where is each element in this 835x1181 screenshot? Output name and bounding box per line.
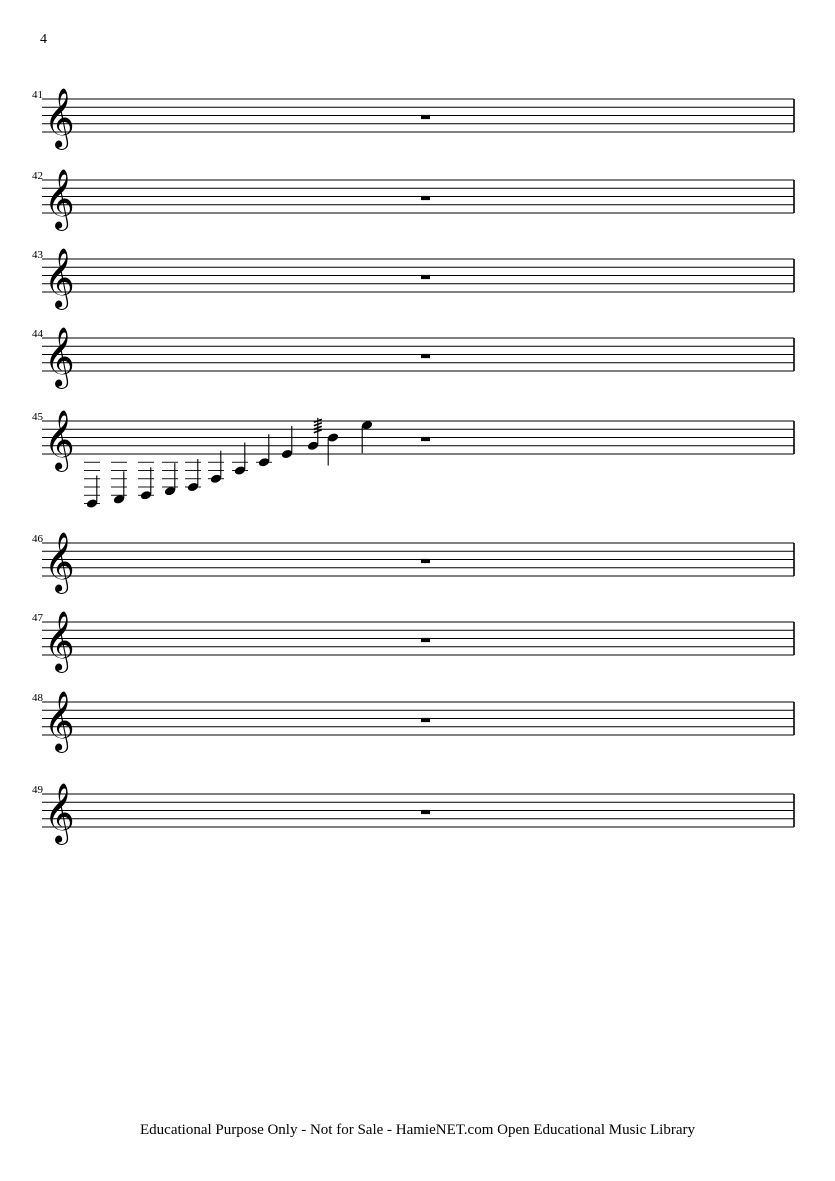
system-46	[32, 532, 794, 594]
measure-number: 43	[32, 249, 43, 261]
note	[281, 426, 293, 459]
note	[232, 443, 248, 476]
whole-rest	[421, 275, 430, 279]
whole-rest	[421, 354, 430, 358]
note	[185, 459, 201, 492]
whole-rest	[421, 638, 430, 642]
note	[361, 420, 373, 453]
treble-clef-icon: 𝄞	[44, 691, 75, 751]
note	[256, 434, 272, 467]
system-42	[32, 169, 794, 231]
note	[138, 462, 154, 500]
measure-number: 48	[32, 692, 43, 704]
whole-rest	[421, 196, 430, 200]
measure-number: 41	[32, 89, 43, 101]
treble-clef-icon: 𝄞	[44, 248, 75, 308]
system-43	[32, 248, 794, 310]
system-49	[32, 783, 794, 845]
whole-rest	[421, 559, 430, 563]
treble-clef-icon: 𝄞	[44, 532, 75, 592]
measure-number: 46	[32, 533, 43, 545]
system-47	[32, 611, 794, 673]
measure-number: 45	[32, 411, 43, 423]
note	[208, 451, 224, 484]
treble-clef-icon: 𝄞	[44, 169, 75, 229]
treble-clef-icon: 𝄞	[44, 88, 75, 148]
footer-text: Educational Purpose Only - Not for Sale - HamieNET.com Open Educational Music Library	[140, 1122, 695, 1138]
whole-rest	[421, 810, 430, 814]
treble-clef-icon: 𝄞	[44, 327, 75, 387]
system-44	[32, 327, 794, 389]
note	[84, 462, 100, 509]
measure-number: 44	[32, 328, 43, 340]
whole-rest	[421, 437, 430, 441]
treble-clef-icon: 𝄞	[44, 410, 75, 470]
note	[162, 462, 178, 496]
note	[111, 462, 127, 504]
measure-number: 49	[32, 784, 43, 796]
system-41	[32, 88, 794, 150]
whole-rest	[421, 115, 430, 119]
measure-number: 47	[32, 612, 43, 624]
measure-number: 42	[32, 170, 43, 182]
system-48	[32, 691, 794, 753]
treble-clef-icon: 𝄞	[44, 611, 75, 671]
whole-rest	[421, 718, 430, 722]
page-number: 4	[40, 32, 47, 47]
note	[327, 432, 339, 465]
treble-clef-icon: 𝄞	[44, 783, 75, 843]
system-45	[32, 410, 794, 509]
